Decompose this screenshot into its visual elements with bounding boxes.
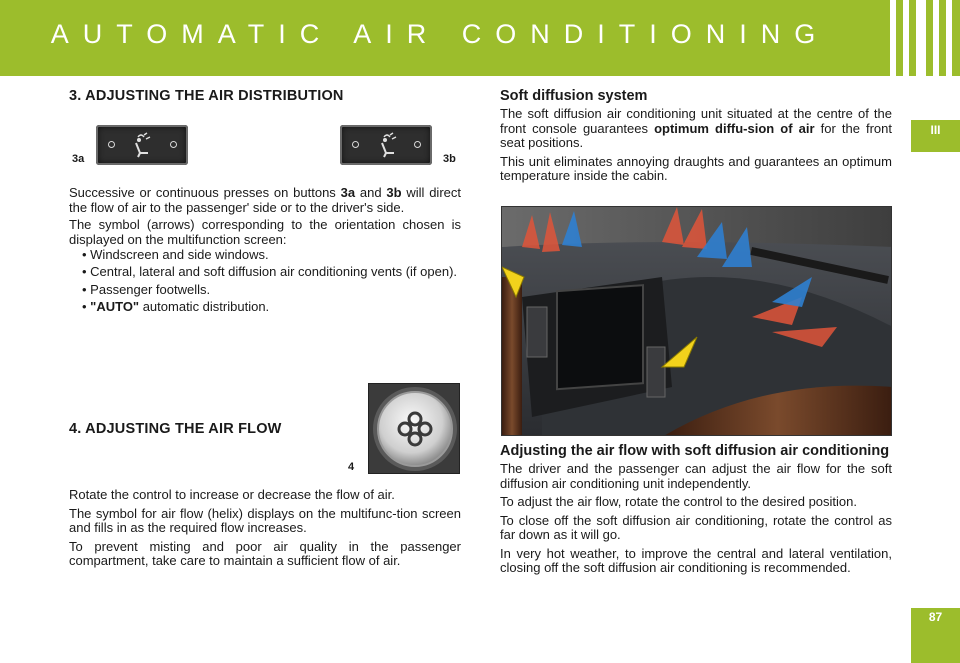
header-stripes — [890, 0, 952, 76]
button-3a-label: 3a — [72, 153, 85, 165]
list-item: • Passenger footwells. — [82, 281, 211, 297]
left-column — [69, 88, 461, 104]
section-4-paragraph-2: The symbol for air flow (helix) displays on the multifunc-tion screen and fills in as the required flow increases. — [69, 505, 461, 535]
section-3-paragraph-1: Successive or continuous presses on buttons 3a and 3b will direct the flow of air to the passenger' side or to the driver's side. — [69, 185, 461, 215]
seat-airflow-icon — [374, 131, 400, 159]
section-4-body — [69, 488, 461, 569]
knob-4-label: 4 — [348, 461, 355, 473]
section-4-title: 4. ADJUSTING THE AIR FLOW — [69, 421, 282, 437]
dashboard-photo — [501, 206, 892, 436]
soft-diffusion-title: Soft diffusion system — [500, 88, 648, 104]
page-number: 87 — [928, 610, 943, 624]
air-flow-knob-image — [368, 383, 460, 474]
section-4-paragraph-3: To prevent misting and poor air quality in the passenger compartment, take care to maintain a sufficient flow of air. — [69, 538, 461, 568]
section-4-paragraph-1: Rotate the control to increase or decrease the flow of air. — [69, 487, 395, 502]
button-3a — [96, 125, 188, 165]
header-bar — [0, 0, 960, 76]
adjust-paragraph-4: In very hot weather, to improve the central and lateral ventilation, closing off the soft diffusion air conditioning is recommended. — [500, 545, 892, 575]
adjust-title: Adjusting the air flow with soft diffusion air conditioning — [500, 443, 890, 459]
list-item: • "AUTO" automatic distribution. — [82, 299, 270, 314]
adjust-section — [500, 443, 892, 576]
adjust-paragraph-3: To close off the soft diffusion air conditioning, rotate the control as far down as it will go. — [500, 512, 892, 542]
page-title: AUTOMATIC AIR CONDITIONING — [50, 19, 830, 49]
adjust-paragraph-1: The driver and the passenger can adjust the air flow for the soft diffusion air conditioning unit independently. — [500, 461, 892, 491]
soft-diffusion-paragraph-1: The soft diffusion air conditioning unit situated at the centre of the front console guarantees optimum diffu-sion of air for the front seat positions. — [500, 106, 893, 150]
adjust-paragraph-2: To adjust the air flow, rotate the control to the desired position. — [500, 494, 857, 509]
section-3-body — [69, 186, 461, 315]
section-3-paragraph-2: The symbol (arrows) corresponding to the orientation chosen is displayed on the multifunction screen: — [69, 217, 461, 247]
chapter-number: III — [930, 123, 941, 137]
list-item: • Windscreen and side windows. — [82, 246, 269, 262]
soft-diffusion-paragraph-2: This unit eliminates annoying draughts and guarantees an optimum temperature inside the cabin. — [500, 153, 892, 183]
section-3-title: 3. ADJUSTING THE AIR DISTRIBUTION — [69, 88, 344, 104]
button-3b — [340, 125, 432, 165]
seat-airflow-icon — [130, 131, 156, 159]
page-number-tab — [911, 608, 960, 663]
chapter-tab — [911, 120, 960, 152]
list-item: • Central, lateral and soft diffusion air conditioning vents (if open). — [82, 264, 458, 279]
button-3b-label: 3b — [443, 153, 456, 165]
right-column — [500, 88, 892, 184]
